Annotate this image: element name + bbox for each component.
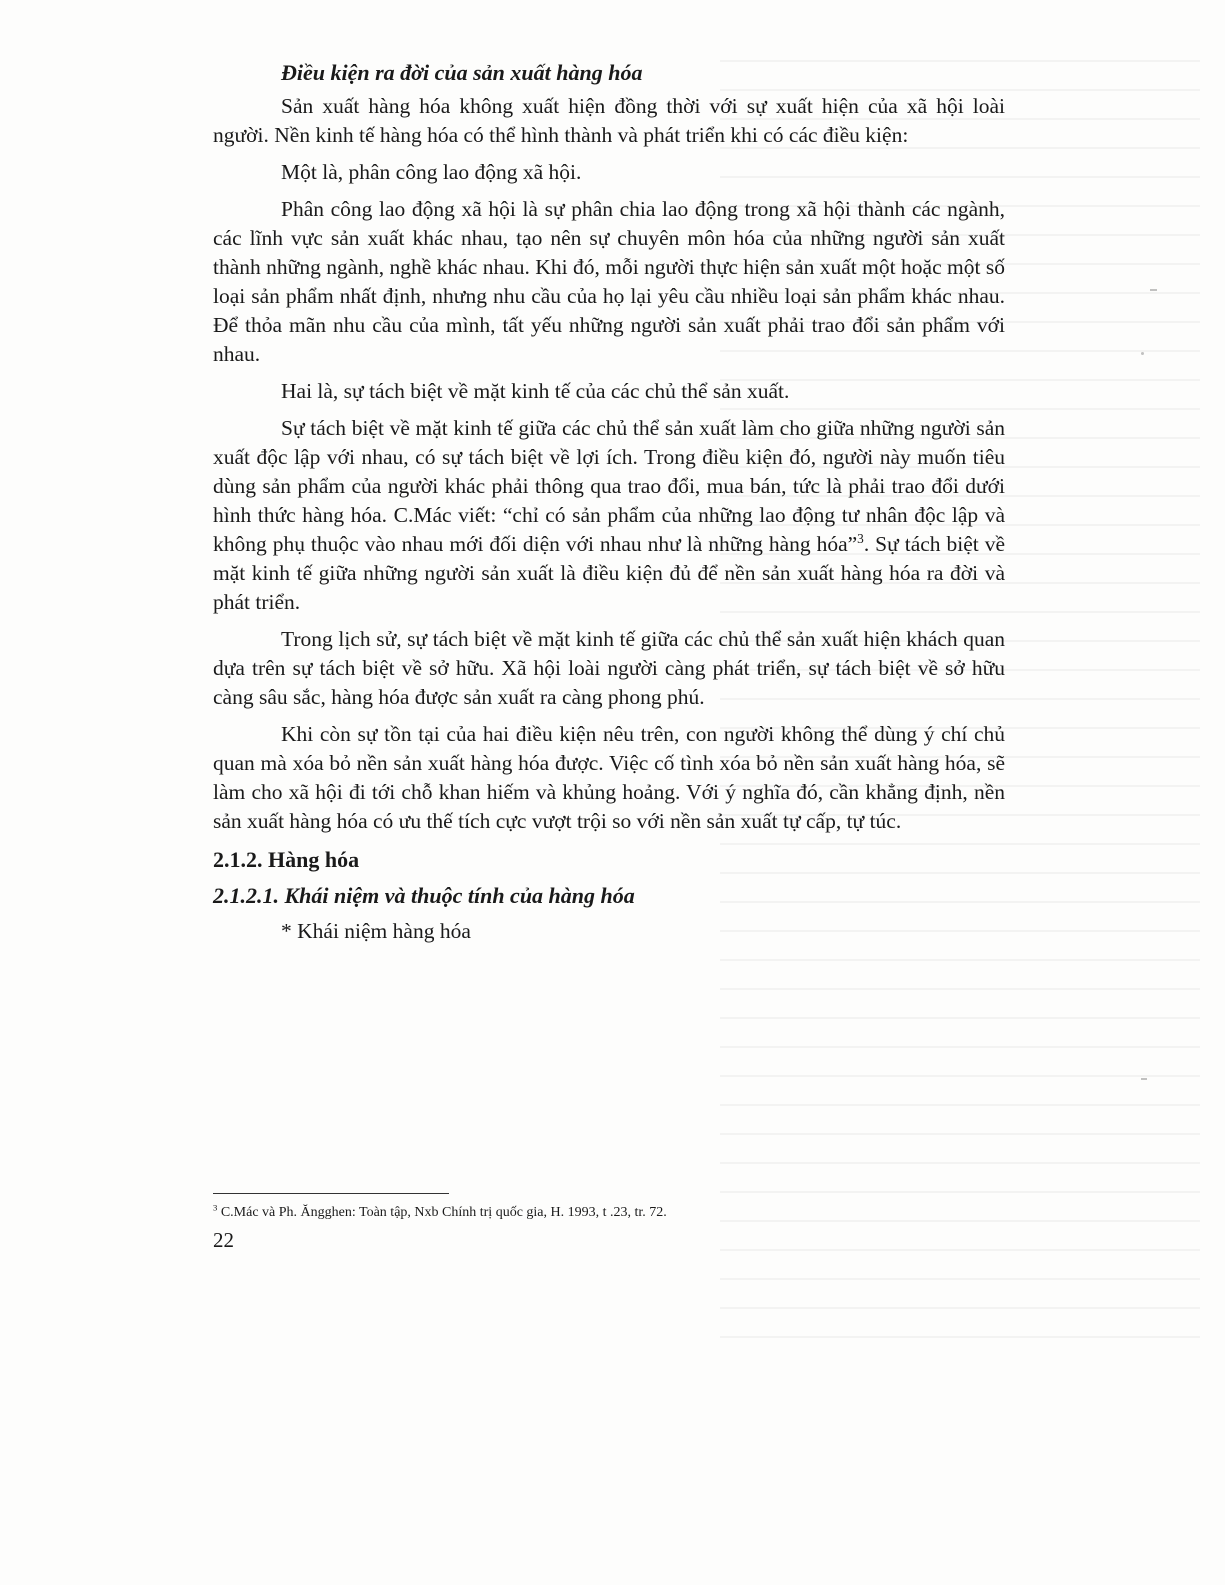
bullet-item: * Khái niệm hàng hóa: [281, 919, 471, 943]
condition-heading: Điều kiện ra đời của sản xuất hàng hóa: [281, 60, 643, 85]
scan-speck: [1141, 352, 1144, 355]
footnote-divider: [213, 1193, 449, 1194]
footnote-text: C.Mác và Ph. Ăngghen: Toàn tập, Nxb Chính trị quốc gia, H. 1993, t .23, tr. 72.: [217, 1205, 667, 1220]
footnote: [213, 1203, 667, 1223]
paragraph-text: Sự tách biệt về mặt kinh tế giữa các chủ thể sản xuất làm cho giữa những người sản xuất độc lập với nhau, có sự tách biệt về lợi ích. Trong điều kiện đó, người này muốn tiêu dùng sản phẩm của người khác phải thông qua trao đổi, mua bán, tức là phải trao đổi dưới hình thức hàng hóa. C.Mác viết: “chỉ có sản phẩm của những lao động tư nhân độc lập và không phụ thuộc vào nhau mới đối diện với nhau như là những hàng hóa”: [213, 416, 1005, 556]
footnote-number: 3: [213, 1202, 218, 1213]
footnote-reference: 3: [857, 530, 864, 546]
paragraph-division-of-labour: Phân công lao động xã hội là sự phân chia lao động trong xã hội thành các ngành, các lĩnh vực sản xuất khác nhau, tạo nên sự chuyên môn hóa của những người sản xuất thành những ngành, nghề khác nhau. Khi đó, mỗi người thực hiện sản xuất một hoặc một số loại sản phẩm nhất định, nhưng nhu cầu của họ lại yêu cầu nhiều loại sản phẩm khác nhau. Để thỏa mãn nhu cầu của mình, tất yếu những người sản xuất phải trao đổi sản phẩm với nhau.: [213, 197, 1005, 366]
paragraph-economic-separation: [213, 414, 1005, 617]
subsection-title: 2.1.2.1. Khái niệm và thuộc tính của hàng hóa: [213, 883, 635, 908]
paragraph-second-condition: Hai là, sự tách biệt về mặt kinh tế của các chủ thể sản xuất.: [281, 379, 790, 403]
page-content: [213, 56, 1005, 946]
scan-speck: [1150, 289, 1157, 291]
section-title: 2.1.2. Hàng hóa: [213, 847, 360, 872]
paragraph-first-condition: Một là, phân công lao động xã hội.: [281, 160, 582, 184]
paragraph-history: Trong lịch sử, sự tách biệt về mặt kinh tế giữa các chủ thể sản xuất hiện khách quan dựa trên sự tách biệt về sở hữu. Xã hội loài người càng phát triển, sự tách biệt về sở hữu càng sâu sắc, hàng hóa được sản xuất ra càng phong phú.: [213, 627, 1005, 709]
paragraph-intro: Sản xuất hàng hóa không xuất hiện đồng thời với sự xuất hiện của xã hội loài người. Nền kinh tế hàng hóa có thể hình thành và phát triển khi có các điều kiện:: [213, 94, 1005, 147]
paragraph-conclusion: Khi còn sự tồn tại của hai điều kiện nêu trên, con người không thể dùng ý chí chủ quan mà xóa bỏ nền sản xuất hàng hóa được. Việc cố tình xóa bỏ nền sản xuất hàng hóa, sẽ làm cho xã hội đi tới chỗ khan hiếm và khủng hoảng. Với ý nghĩa đó, cần khẳng định, nền sản xuất hàng hóa có ưu thế tích cực vượt trội so với nền sản xuất tự cấp, tự túc.: [213, 722, 1005, 833]
scan-speck: [1141, 1078, 1147, 1080]
page-number: 22: [213, 1228, 234, 1252]
paragraph-text-cont: . Sự tách biệt về mặt kinh tế giữa những người sản xuất là điều kiện đủ để nền sản xuất hàng hóa ra đời và phát triển.: [213, 532, 1006, 614]
